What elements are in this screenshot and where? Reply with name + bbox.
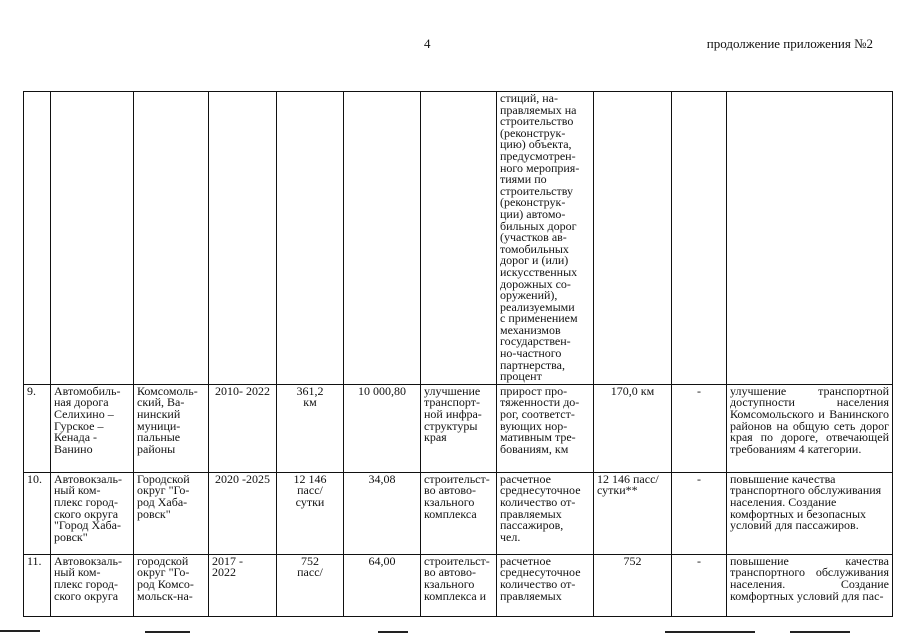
cell-value: 170,0 км — [594, 384, 672, 472]
cell-territory: Городской округ "Го- род Хаба- ровск" — [134, 472, 209, 554]
cell-effect: улучшение транспортной доступности населения Комсомольского и Ванинского районов на общую сеть дорог края по дороге, отвечающей требованиям 4 категории. — [727, 384, 893, 472]
cell-territory: городской округ "Го- род Комсо- мольск-на- — [134, 554, 209, 616]
cell-object — [51, 92, 134, 385]
cell-num: 11. — [24, 554, 51, 616]
cell-value: 12 146 пасс/ сутки** — [594, 472, 672, 554]
cell-num — [24, 92, 51, 385]
scan-edge-line — [145, 631, 190, 633]
cell-effect — [727, 92, 893, 385]
scan-edge-line — [790, 631, 850, 633]
cell-extra: - — [672, 472, 727, 554]
cell-period: 2020 -2025 — [209, 472, 277, 554]
scan-edge-line — [665, 631, 755, 633]
cell-capacity: 361,2 км — [277, 384, 344, 472]
cell-indicator: прирост про- тяженности до- рог, соответст- вующих нор- мативным тре- бованиям, км — [497, 384, 594, 472]
scan-edge-line — [0, 630, 40, 632]
cell-effect: повышение качества транспортного обслуживания населения. Создание комфортных условий для пас- — [727, 554, 893, 616]
cell-territory — [134, 92, 209, 385]
cell-extra: - — [672, 384, 727, 472]
cell-goal — [421, 92, 497, 385]
cell-goal: строительст- во автово- кзального комплекса и — [421, 554, 497, 616]
cell-extra: - — [672, 554, 727, 616]
cell-period: 2010- 2022 — [209, 384, 277, 472]
cell-object: Автовокзаль- ный ком- плекс город- ского округа — [51, 554, 134, 616]
table-row-10 — [24, 472, 893, 554]
cell-cost: 64,00 — [344, 554, 421, 616]
cell-capacity — [277, 92, 344, 385]
cell-cost: 10 000,80 — [344, 384, 421, 472]
cell-territory: Комсомоль- ский, Ва- нинский муници- пальные районы — [134, 384, 209, 472]
page-number: 4 — [424, 36, 431, 51]
cell-cost — [344, 92, 421, 385]
cell-goal: улучшение транспорт- ной инфра- структуры края — [421, 384, 497, 472]
cell-extra — [672, 92, 727, 385]
cell-num: 10. — [24, 472, 51, 554]
cell-object: Автомобиль- ная дорога Селихино – Гурское – Кенада - Ванино — [51, 384, 134, 472]
cell-period: 2017 - 2022 — [209, 554, 277, 616]
cell-num: 9. — [24, 384, 51, 472]
cell-indicator: расчетное среднесуточное количество от- правляемых — [497, 554, 594, 616]
cell-value: 752 — [594, 554, 672, 616]
cell-value — [594, 92, 672, 385]
cell-period — [209, 92, 277, 385]
cell-capacity: 752 пасс/ — [277, 554, 344, 616]
cell-effect: повышение качества транспортного обслуживания населения. Создание комфортных и безопасных условий для пассажиров. — [727, 472, 893, 554]
appendix-note: продолжение приложения №2 — [706, 36, 873, 51]
continuation-row — [24, 92, 893, 385]
document-table — [23, 91, 893, 617]
cell-capacity: 12 146 пасс/ сутки — [277, 472, 344, 554]
cell-indicator — [497, 92, 594, 385]
cell-indicator: расчетное среднесуточное количество от- правляемых пассажиров, чел. — [497, 472, 594, 554]
cell-object: Автовокзаль- ный ком- плекс город- ского округа "Город Хаба- ровск" — [51, 472, 134, 554]
cell-cost: 34,08 — [344, 472, 421, 554]
indicator-text: стиций, на- правляемых на строительство (реконструк- цию) объекта, предусмотрен- ного мероприя- тиями по строительству (реконструк- ции) автомо- бильных дорог (участков ав- томобильных дорог и (или) искусственных дорожных со- оружений), реализуемыми с применением механизмов государствен- но-частного партнерства, процент — [500, 91, 580, 384]
table-row-9 — [24, 384, 893, 472]
table-row-11 — [24, 554, 893, 616]
cell-goal: строительст- во автово- кзального комплекса — [421, 472, 497, 554]
scan-edge-line — [378, 631, 408, 633]
